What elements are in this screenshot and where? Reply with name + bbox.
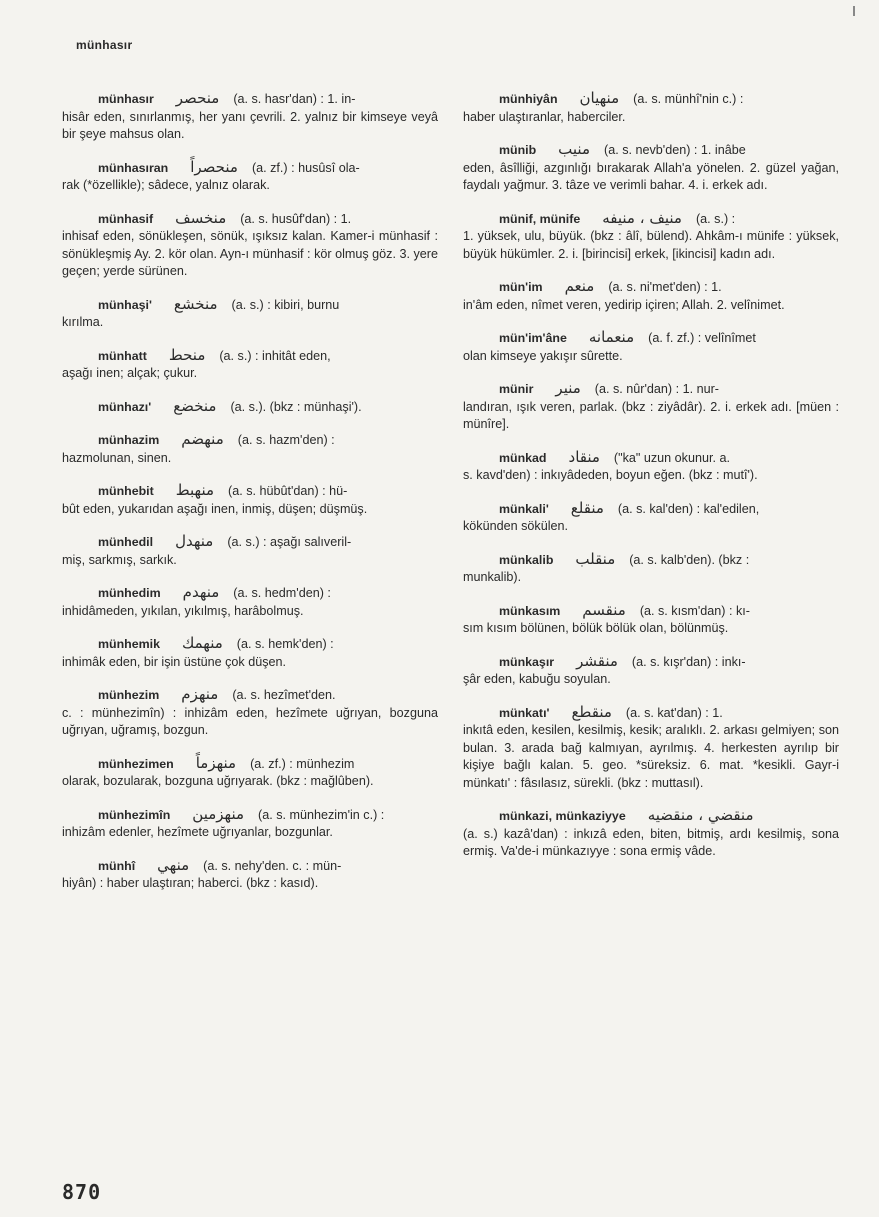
dictionary-entry <box>62 482 438 518</box>
entry-definition-start: (a. s. ni'met'den) : 1. <box>608 280 722 294</box>
entry-arabic-script: منيف ، منيفه <box>602 208 682 227</box>
entry-headword: mün'im <box>499 280 543 294</box>
entry-definition: inhimâk eden, bir işin üstüne çok düşen. <box>62 654 287 669</box>
entry-headword: münkatı' <box>499 705 550 720</box>
dictionary-entry <box>463 807 839 861</box>
dictionary-entry <box>62 806 438 842</box>
entry-arabic-script: منقضي ، منقضيه <box>647 806 754 824</box>
entry-definition: şâr eden, kabuğu soyulan. <box>463 672 611 686</box>
margin-mark <box>853 6 855 16</box>
entry-definition: s. kavd'den) : inkıyâdeden, boyun eğen. (bkz : mutî'). <box>463 468 758 482</box>
entry-headline <box>62 398 438 417</box>
entry-arabic-script: منعم <box>564 277 595 295</box>
entry-headword: münhedil <box>98 535 154 549</box>
entry-headline <box>463 653 839 672</box>
entry-definition-start: (a. zf.) : münhezim <box>250 756 355 771</box>
dictionary-entry <box>463 653 839 689</box>
entry-headword: münhezimîn <box>98 807 171 822</box>
dictionary-entry <box>62 755 438 791</box>
left-column <box>62 90 438 908</box>
dictionary-entry <box>463 449 839 485</box>
entry-definition: munkalib). <box>463 570 522 584</box>
entry-definition-start: (a. s. kal'den) : kal'edilen, <box>617 501 760 516</box>
entry-headword: münhasif <box>98 211 154 226</box>
dictionary-entry <box>62 635 438 671</box>
entry-definition: hazmolunan, sinen. <box>62 450 172 465</box>
entry-definition: olarak, bozularak, bozguna uğrıyarak. (bkz : mağlûben). <box>62 774 374 788</box>
entry-definition: inhidâmeden, yıkılan, yıkılmış, harâbolmuş. <box>62 603 304 618</box>
entry-headword: münhasır <box>98 92 154 106</box>
entry-headline <box>62 90 438 109</box>
entry-definition-start: (a. zf.) : husûsî ola- <box>251 160 360 175</box>
dictionary-entry <box>62 90 438 144</box>
entry-headline <box>62 482 438 501</box>
entry-headword: münhezim <box>98 688 160 702</box>
entry-headword: münhatt <box>98 348 147 363</box>
entry-definition-start: (a. s. kat'dan) : 1. <box>625 705 723 720</box>
dictionary-entry <box>62 159 438 195</box>
entry-headword: münkali' <box>499 501 549 516</box>
entry-headword: münhezimen <box>98 756 174 771</box>
entry-headline <box>463 449 839 468</box>
entry-headline <box>463 500 839 519</box>
entry-headline <box>62 159 438 178</box>
dictionary-entry <box>62 347 438 383</box>
entry-definition-start: ("ka" uzun okunur. a. <box>613 450 730 465</box>
entry-definition-start: (a. s.). (bkz : münhaşi'). <box>230 399 362 414</box>
entry-definition-start: (a. s. hübût'dan) : hü- <box>228 484 348 498</box>
dictionary-entry <box>463 602 839 638</box>
entry-arabic-script: منهزم <box>181 685 219 703</box>
entry-headword: mün'im'âne <box>499 331 567 345</box>
entry-headword: münhedim <box>98 586 161 600</box>
dictionary-entry <box>463 278 839 314</box>
entry-arabic-script: منقشر <box>576 651 618 670</box>
dictionary-entry <box>62 857 438 893</box>
entry-definition: bût eden, yukarıdan aşağı inen, inmiş, düşen; düşmüş. <box>62 501 368 516</box>
dictionary-entry <box>463 90 839 126</box>
entry-definition-start: (a. s. nûr'dan) : 1. nur- <box>594 382 719 396</box>
entry-headline <box>62 210 438 229</box>
entry-arabic-script: منهضم <box>181 430 224 448</box>
entry-definition-start: (a. s. kışr'dan) : inkı- <box>631 654 746 669</box>
entry-arabic-script: منحصراً <box>190 157 238 176</box>
entry-headline <box>62 755 438 774</box>
entry-headline <box>62 533 438 552</box>
entry-headword: münkazi, münkaziyye <box>499 809 626 823</box>
entry-arabic-script: منيب <box>558 140 590 158</box>
entry-definition-start: (a. s. husûf'dan) : 1. <box>240 211 352 226</box>
entry-definition-start: (a. s. nehy'den. c. : mün- <box>203 858 342 873</box>
entry-headline <box>62 584 438 603</box>
entry-headline <box>463 602 839 621</box>
entry-headword: münir <box>499 382 534 396</box>
entry-headline <box>463 210 839 229</box>
entry-definition: eden, âsîlliği, azgınlığı bırakarak Allah'a yönelen. 2. güzel yağan, faydalı yağmur. 3. tâze ve verimli bahar. 4. i. erkek adı. <box>463 160 839 192</box>
entry-definition-start: (a. s.) : aşağı salıveril- <box>227 535 352 549</box>
entry-definition: c. : münhezimîn) : inhizâm eden, hezîmete uğrıyan, bozguna uğrıyan, uğramış, bozgun. <box>62 705 438 737</box>
entry-arabic-script: منخسف <box>175 208 227 227</box>
entry-definition: haber ulaştıranlar, haberciler. <box>463 109 626 124</box>
entry-arabic-script: منخضع <box>173 396 217 415</box>
entry-arabic-script: منقلب <box>575 549 616 568</box>
entry-definition-start: (a. s. hemk'den) : <box>236 637 334 651</box>
dictionary-entry <box>62 686 438 740</box>
entry-headword: münhaşi' <box>98 297 152 312</box>
dictionary-entry <box>463 380 839 434</box>
entry-arabic-script: منحط <box>168 345 206 364</box>
entry-headline <box>463 807 839 826</box>
entry-arabic-script: منحصر <box>175 89 220 107</box>
entry-definition: 1. yüksek, ulu, büyük. (bkz : âlî, bülend). Ahkâm-ı münife : yüksek, büyük hükümler. 2. i. [birincisi] erkek, [ikincisi] kadın adı. <box>463 229 839 261</box>
entry-definition: (a. s.) kazâ'dan) : inkızâ eden, biten, bitmiş, ardı kesilmiş, sona ermiş. Va'de-i münkazıyye : sona ermiş vâde. <box>463 826 839 858</box>
entry-arabic-script: منقلع <box>570 498 604 517</box>
dictionary-entry <box>463 210 839 264</box>
entry-definition: kökünden sökülen. <box>463 519 569 533</box>
entry-arabic-script: منهيان <box>579 89 620 107</box>
entry-headword: münhazim <box>98 433 160 447</box>
entry-headline <box>62 347 438 366</box>
entry-headword: münif, münife <box>499 211 581 226</box>
entry-definition: inhizâm edenler, hezîmete uğrıyanlar, bozgunlar. <box>62 825 333 839</box>
entry-headword: münhebit <box>98 484 154 498</box>
dictionary-entry <box>463 141 839 195</box>
entry-headword: münhiyân <box>499 92 558 106</box>
entry-definition: sım kısım bölünen, bölük bölük olan, bölünmüş. <box>463 621 729 635</box>
page-number: 870 <box>62 1180 102 1204</box>
dictionary-entry <box>463 329 839 365</box>
entry-definition: olan kimseye yakışır sûrette. <box>463 348 623 363</box>
entry-arabic-script: منهدل <box>175 532 214 550</box>
entry-headline <box>463 704 839 723</box>
running-head: münhasır <box>76 38 133 52</box>
entry-arabic-script: منعمانه <box>588 328 635 346</box>
entry-arabic-script: منير <box>555 379 581 397</box>
entry-definition: inhisaf eden, sönükleşen, sönük, ışıksız kalan. Kamer-i münhasif : sönükleşmiş Ay. 2. kör olan. Ayn-ı münhasif : kör olmuş göz. 3. yere geçen; yerde sürünen. <box>62 229 438 278</box>
entry-headword: münkalib <box>499 552 554 567</box>
entry-headword: münkaşır <box>499 654 555 669</box>
entry-headline <box>463 278 839 297</box>
entry-headword: münhî <box>98 858 136 873</box>
entry-headline <box>463 90 839 109</box>
entry-definition-start: (a. s. kalb'den). (bkz : <box>629 552 750 567</box>
dictionary-entry <box>62 584 438 620</box>
right-column <box>463 90 839 876</box>
entry-headline <box>463 551 839 570</box>
entry-headline <box>463 141 839 160</box>
entry-definition-start: (a. s. hezîmet'den. <box>232 688 336 702</box>
entry-definition-start: (a. s. nevb'den) : 1. inâbe <box>604 143 746 157</box>
entry-headline <box>62 635 438 654</box>
entry-headline <box>62 806 438 825</box>
entry-definition: miş, sarkmış, sarkık. <box>62 552 177 567</box>
entry-definition: landıran, ışık veren, parlak. (bkz : ziyâdâr). 2. i. erkek adı. [müen : münîre]. <box>463 399 839 431</box>
entry-arabic-script: منقطع <box>571 702 612 721</box>
entry-headword: münib <box>499 143 537 157</box>
entry-arabic-script: منقاد <box>568 447 600 466</box>
entry-headline <box>62 431 438 450</box>
dictionary-entry <box>463 500 839 536</box>
entry-definition-start: (a. s. münhî'nin c.) : <box>633 92 744 106</box>
entry-headword: münhasıran <box>98 160 169 175</box>
entry-arabic-script: منهبط <box>175 481 215 499</box>
dictionary-entry <box>62 398 438 417</box>
entry-arabic-script: منقسم <box>582 600 626 619</box>
entry-definition: inkıtâ eden, kesilen, kesilmiş, kesik; aralıklı. 2. arkası gelmiyen; son bulan. 3. arada bağ kalmıyan, ayrılmış. 4. herkesten ayrılıp bir kişiye bağlı kalan. 5. geo. *süreksiz. 6. mat. *kesikli. Gayr-i münkatı' : fâsılasız, sürekli. (bkz : muttasıl). <box>463 723 839 790</box>
entry-headword: münkasım <box>499 603 561 618</box>
entry-definition: hiyân) : haber ulaştıran; haberci. (bkz : kasıd). <box>62 876 319 890</box>
entry-arabic-script: منهمك <box>181 634 223 652</box>
entry-headline <box>62 857 438 876</box>
entry-definition-start: (a. s. hedm'den) : <box>233 586 331 600</box>
entry-arabic-script: منخشع <box>173 294 218 313</box>
dictionary-entry <box>62 431 438 467</box>
dictionary-entry <box>463 704 839 793</box>
entry-definition: hisâr eden, sınırlanmış, her yanı çevrili. 2. yalnız bir kimseye veyâ bir şeye mahsus olan. <box>62 109 438 141</box>
entry-headword: münhazı' <box>98 399 152 414</box>
entry-definition-start: (a. s.) : <box>695 211 736 226</box>
entry-definition-start: (a. s. hazm'den) : <box>237 433 335 447</box>
entry-headline <box>62 296 438 315</box>
entry-definition: in'âm eden, nîmet veren, yedirip içiren; Allah. 2. velînimet. <box>463 297 785 312</box>
entry-definition-start: (a. s. hasr'dan) : 1. in- <box>233 92 356 106</box>
dictionary-entry <box>62 296 438 332</box>
entry-definition-start: (a. s. kısm'dan) : kı- <box>639 603 750 618</box>
entry-definition-start: (a. s. münhezim'in c.) : <box>258 807 385 822</box>
entry-headword: münkad <box>499 450 547 465</box>
dictionary-entry <box>463 551 839 587</box>
entry-headline <box>463 380 839 399</box>
entry-arabic-script: منهزماً <box>195 753 237 772</box>
entry-definition-start: (a. f. zf.) : velînîmet <box>648 331 756 345</box>
entry-definition-start: (a. s.) : inhitât eden, <box>219 348 331 363</box>
entry-arabic-script: منهدم <box>182 583 220 601</box>
entry-headline <box>62 686 438 705</box>
entry-headline <box>463 329 839 348</box>
entry-arabic-script: منهزمين <box>192 804 245 823</box>
entry-definition: aşağı inen; alçak; çukur. <box>62 366 198 380</box>
dictionary-entry <box>62 533 438 569</box>
entry-arabic-script: منهي <box>157 855 190 874</box>
entry-headword: münhemik <box>98 637 160 651</box>
dictionary-entry <box>62 210 438 281</box>
entry-definition-start: (a. s.) : kibiri, burnu <box>231 297 340 312</box>
entry-definition: kırılma. <box>62 315 104 329</box>
entry-definition: rak (*özellikle); sâdece, yalnız olarak. <box>62 178 270 192</box>
